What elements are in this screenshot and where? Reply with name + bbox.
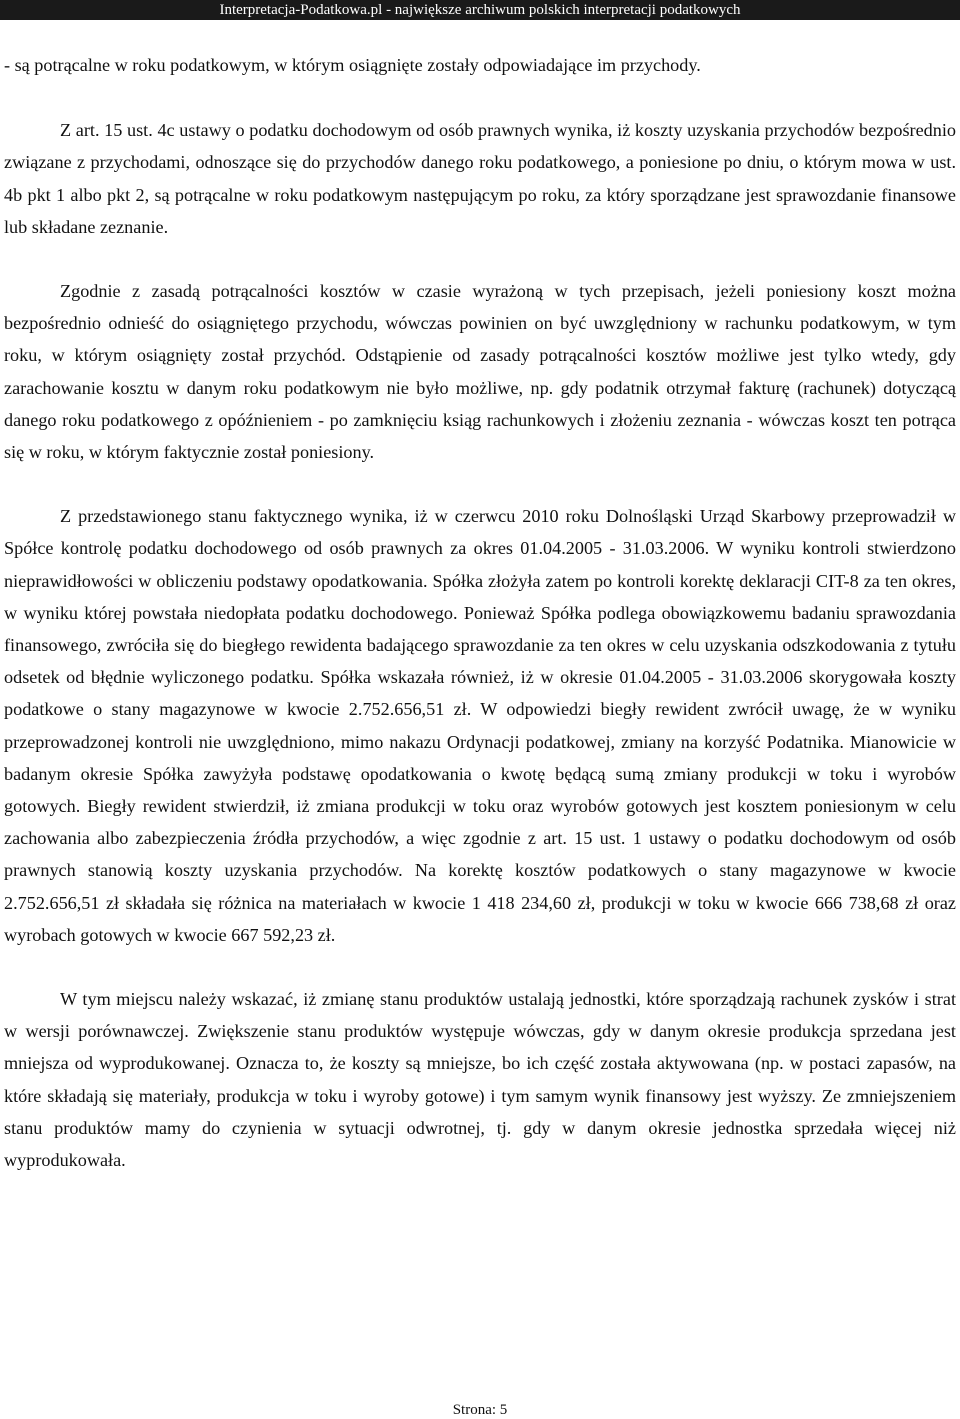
paragraph-spacer bbox=[4, 243, 956, 275]
paragraph-spacer bbox=[4, 951, 956, 983]
site-title: Interpretacja-Podatkowa.pl - największe archiwum polskich interpretacji podatkowych bbox=[219, 2, 741, 18]
paragraph-spacer bbox=[4, 81, 956, 114]
paragraph-4: Z przedstawionego stanu faktycznego wynika, iż w czerwcu 2010 roku Dolnośląski Urząd Skarbowy przeprowadził w Spółce kontrolę podatku dochodowego od osób prawnych za okres 01.04.2005 - 31.03.2006. W wyniku kontroli stwierdzono nieprawidłowości w obliczeniu podstawy opodatkowania. Spółka złożyła zatem po kontroli korektę deklaracji CIT-8 za ten okres, w wyniku której powstała niedopłata podatku dochodowego. Ponieważ Spółka podlega obowiązkowemu badaniu sprawozdania finansowego, zwróciła się do biegłego rewidenta badającego sprawozdanie za ten okres w celu uzyskania odszkodowania z tytułu odsetek od błędnie wyliczonego podatku. Spółka wskazała również, iż w okresie 01.04.2005 - 31.03.2006 skorygowała koszty podatkowe o stany magazynowe w kwocie 2.752.656,51 zł. W odpowiedzi biegły rewident zwrócił uwagę, że w wyniku przeprowadzonej kontroli nie uwzględniono, mimo nakazu Ordynacji podatkowej, zmiany na korzyść Podatnika. Mianowicie w badanym okresie Spółka zawyżyła podstawę opodatkowania o kwotę będącą sumą zmiany produkcji w toku i wyrobów gotowych. Biegły rewident stwierdził, iż zmiana produkcji w toku oraz wyrobów gotowych jest kosztem poniesionym w celu zachowania albo zabezpieczenia źródła przychodów, a więc zgodnie z art. 15 ust. 1 ustawy o podatku dochodowym od osób prawnych stanowią koszty uzyskania przychodów. Na korektę kosztów podatkowych o stany magazynowe w kwocie 2.752.656,51 zł składała się różnica na materiałach w kwocie 1 418 234,60 zł, produkcji w toku w kwocie 666 738,68 zł oraz wyrobach gotowych w kwocie 667 592,23 zł. bbox=[4, 506, 956, 945]
page-footer bbox=[0, 1402, 960, 1419]
paragraph-spacer bbox=[4, 468, 956, 500]
page-number: Strona: 5 bbox=[452, 1402, 508, 1418]
document-body bbox=[4, 49, 956, 1176]
paragraph-3: Zgodnie z zasadą potrącalności kosztów w czasie wyrażoną w tych przepisach, jeżeli poniesiony koszt można bezpośrednio odnieść do osiągniętego przychodu, wówczas powinien on być uwzględniony w rachunku podatkowym, w tym roku, w którym osiągnięty został przychód. Odstąpienie od zasady potrącalności kosztów możliwe jest tylko wtedy, gdy zarachowanie kosztu w danym roku podatkowym nie było możliwe, np. gdy podatnik otrzymał fakturę (rachunek) dotyczącą danego roku podatkowego z opóźnieniem - po zamknięciu ksiąg rachunkowych i złożeniu zeznania - wówczas koszt ten potrąca się w roku, w którym faktycznie został poniesiony. bbox=[4, 281, 956, 463]
paragraph-1: - są potrącalne w roku podatkowym, w którym osiągnięte zostały odpowiadające im przychody. bbox=[4, 55, 701, 75]
paragraph-2: Z art. 15 ust. 4c ustawy o podatku dochodowym od osób prawnych wynika, iż koszty uzyskania przychodów bezpośrednio związane z przychodami, odnoszące się do przychodów danego roku podatkowego, a poniesione po dniu, o którym mowa w ust. 4b pkt 1 albo pkt 2, są potrącalne w roku podatkowym następującym po roku, za który sporządzane jest sprawozdanie finansowe lub składane zeznanie. bbox=[4, 120, 956, 237]
site-header bbox=[0, 0, 960, 20]
paragraph-5: W tym miejscu należy wskazać, iż zmianę stanu produktów ustalają jednostki, które sporządzają rachunek zysków i strat w wersji porównawczej. Zwiększenie stanu produktów występuje wówczas, gdy w danym okresie produkcja sprzedana jest mniejsza od wyprodukowanej. Oznacza to, że koszty są mniejsze, bo ich część została aktywowana (np. w postaci zapasów, na które składają się materiały, produkcja w toku i wyroby gotowe) i tym samym wynik finansowy jest wyższy. Ze zmniejszeniem stanu produktów mamy do czynienia w sytuacji odwrotnej, tj. gdy w danym okresie jednostka sprzedała więcej niż wyprodukowała. bbox=[4, 989, 956, 1171]
